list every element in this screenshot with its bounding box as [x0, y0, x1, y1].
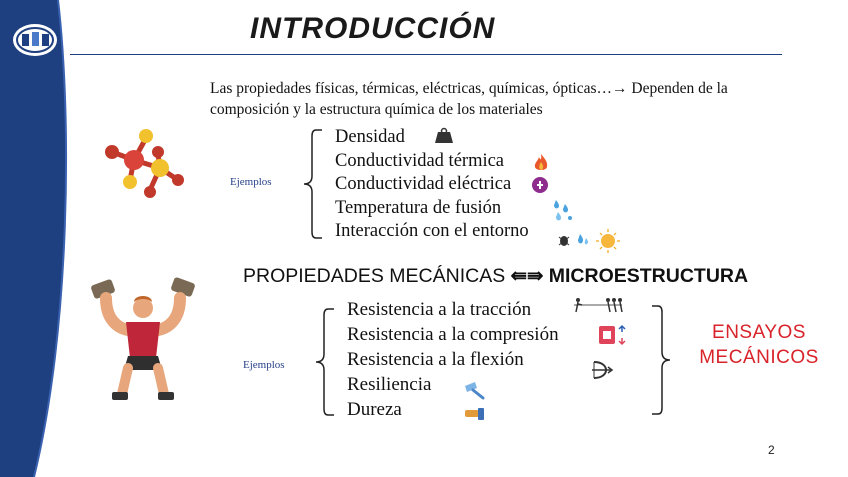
list-item: Resistencia a la compresión: [347, 324, 559, 345]
intro-arrow: →: [612, 80, 628, 97]
brace-left-1: [300, 128, 324, 240]
press-compression-icon: [598, 324, 628, 346]
molecule-icon: [92, 126, 192, 206]
list-item: Resistencia a la tracción: [347, 299, 532, 320]
ensayos-mecanicos-label: [684, 320, 834, 370]
weight-kg-icon: [434, 128, 454, 144]
ejemplos-label-1: Ejemplos: [230, 176, 272, 188]
section1-list: [335, 126, 529, 244]
list-item: Conductividad eléctrica: [335, 174, 512, 194]
university-logo-icon: [12, 22, 58, 58]
ejemplos-label-2: Ejemplos: [243, 359, 285, 371]
tug-of-war-icon: [572, 296, 624, 314]
electric-plug-icon: [531, 176, 549, 194]
double-arrow: ⇚⇛: [510, 265, 544, 287]
bow-arrow-icon: [590, 358, 614, 382]
ensayos-line-2: MECÁNICOS: [699, 347, 819, 368]
intro-text: Las propiedades físicas, térmicas, eléctricas, químicas, ópticas…: [210, 80, 612, 97]
bug-drop-sun-icon: [556, 228, 624, 254]
mechanical-left: PROPIEDADES MECÁNICAS: [243, 265, 506, 287]
brace-left-2: [312, 307, 336, 417]
title-underline: [70, 54, 782, 55]
page-title: INTRODUCCIÓN: [250, 12, 496, 45]
water-drops-icon: [550, 198, 574, 224]
list-item: Dureza: [347, 399, 402, 420]
flame-icon: [533, 153, 549, 173]
weightlifter-icon: [88, 270, 198, 408]
brace-right: [650, 304, 674, 416]
ensayos-line-1: ENSAYOS: [712, 322, 806, 343]
intro-text-2: Dependen de la composición y la estructura química de los materiales: [210, 80, 728, 118]
list-item: Conductividad térmica: [335, 150, 505, 171]
list-item: Densidad: [335, 127, 405, 147]
mechanical-right: MICROESTRUCTURA: [548, 265, 749, 287]
sidebar-decoration: [0, 0, 72, 477]
intro-paragraph: [210, 78, 790, 120]
list-item: Resistencia a la flexión: [347, 349, 524, 370]
page-number: 2: [768, 443, 775, 457]
section2-list: [347, 297, 559, 422]
list-item: Temperatura de fusión: [335, 197, 502, 218]
hardness-tester-icon: [464, 406, 486, 422]
mechanical-heading: [243, 264, 748, 288]
hammer-impact-icon: [463, 380, 487, 400]
list-item: Interacción con el entorno: [335, 221, 529, 241]
list-item: Resiliencia: [347, 374, 432, 395]
